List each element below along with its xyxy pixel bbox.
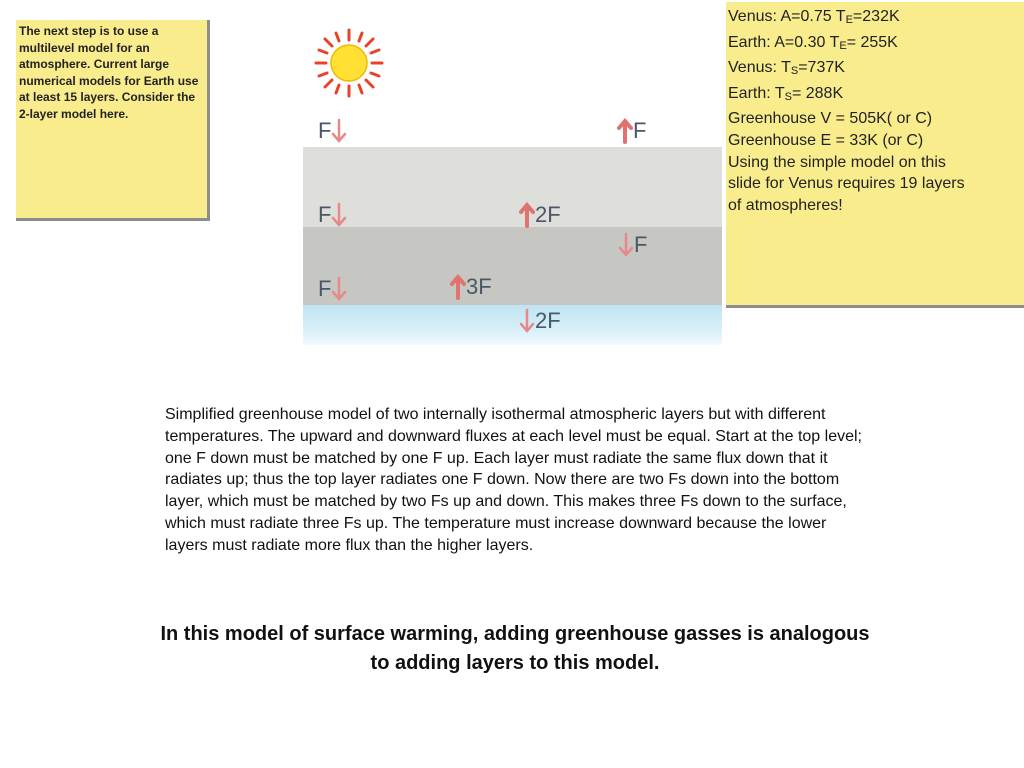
flux-top-up (617, 118, 646, 144)
down-arrow-icon (618, 232, 634, 258)
flux-layer2-down (318, 276, 347, 302)
note-line: Earth: $T_S= 288K$ (728, 84, 844, 103)
upper-atmosphere-layer (303, 147, 722, 227)
flux-surface-down (519, 308, 561, 334)
flux-layer1-up (519, 202, 561, 228)
down-arrow-icon (331, 276, 347, 302)
flux-label: 2F (535, 202, 561, 227)
note-line: Greenhouse E = 33K (or C) (728, 131, 924, 149)
flux-label: 3F (466, 274, 492, 299)
flux-label: F (633, 118, 647, 143)
down-arrow-icon (331, 202, 347, 228)
left-sticky-note (16, 20, 210, 221)
flux-label: F (318, 276, 332, 301)
sun-icon (314, 28, 384, 98)
lower-atmosphere-layer (303, 227, 722, 305)
conclusion-text: In this model of surface warming, adding greenhouse gasses is analogous to adding layers to this model. (160, 623, 870, 674)
flux-label: F (318, 202, 332, 227)
right-sticky-note (726, 2, 1024, 308)
flux-layer1-down-right (618, 232, 647, 258)
flux-top-down (318, 118, 347, 144)
flux-layer1-down (318, 202, 347, 228)
note-line: Greenhouse V = 505K( or C) (728, 110, 933, 128)
flux-label: F (318, 118, 332, 143)
note-line: of atmospheres! (728, 196, 843, 214)
note-line: Earth: A=0.30 $T_E= 255K$ (728, 33, 898, 52)
left-note-text: The next step is to use a multilevel model for an atmosphere. Current large numerical models for Earth use at least 15 layers. Consider the 2-layer model here. (19, 24, 199, 121)
diagram-caption: Simplified greenhouse model of two internally isothermal atmospheric layers but with different temperatures. The upward and downward fluxes at each level must be equal. Start at the top level; one F down must be matched by one F up. Each layer must radiate the same flux down that it radiates up; thus the top layer radiates one F down. Now there are two Fs down into the bottom layer, which must be matched by two Fs up and down. This makes three Fs down to the surface, which must radiate three Fs up. The temperature must increase downward because the lower layers must radiate more flux than the higher layers. (165, 406, 862, 554)
down-arrow-icon (519, 308, 535, 334)
up-arrow-icon (450, 274, 466, 300)
greenhouse-layer-diagram (300, 20, 730, 350)
note-line: slide for Venus requires 19 layers (728, 175, 965, 193)
note-line: Using the simple model on this (728, 153, 946, 171)
flux-layer2-up (450, 274, 492, 300)
note-line: Venus: $T_S=737K$ (728, 59, 845, 78)
surface-band (303, 305, 722, 345)
note-line: Venus: A=0.75 $T_E=232K$ (728, 8, 900, 26)
up-arrow-icon (519, 202, 535, 228)
down-arrow-icon (331, 118, 347, 144)
flux-label: F (634, 232, 648, 257)
up-arrow-icon (617, 118, 633, 144)
flux-label: 2F (535, 308, 561, 333)
